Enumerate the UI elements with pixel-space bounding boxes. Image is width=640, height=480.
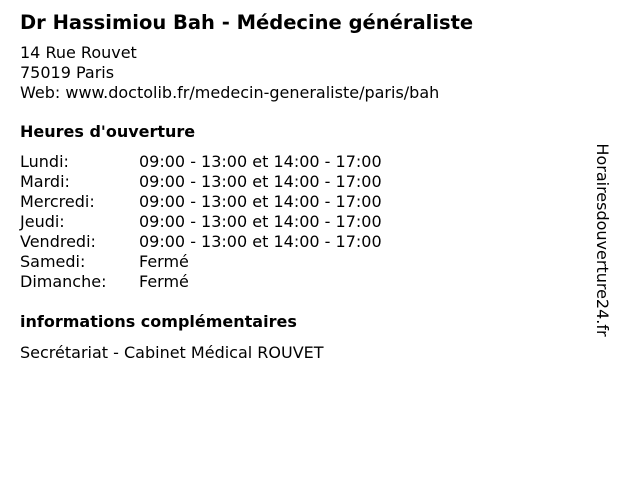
address-street: 14 Rue Rouvet [20,43,137,62]
page-title: Dr Hassimiou Bah - Médecine généraliste [20,11,474,34]
day-label: Samedi: [20,252,86,271]
business-card [20,10,600,363]
day-label: Dimanche: [20,272,107,291]
day-hours: Fermé [139,252,189,271]
hours-row-vendredi [20,232,600,252]
day-label: Mardi: [20,172,70,191]
day-label: Mercredi: [20,192,95,211]
info-heading: informations complémentaires [20,312,297,331]
address-city: 75019 Paris [20,63,115,82]
day-hours: 09:00 - 13:00 et 14:00 - 17:00 [139,172,382,191]
day-hours: 09:00 - 13:00 et 14:00 - 17:00 [139,212,382,231]
day-hours: 09:00 - 13:00 et 14:00 - 17:00 [139,232,382,251]
day-hours: 09:00 - 13:00 et 14:00 - 17:00 [139,192,382,211]
day-label: Lundi: [20,152,69,171]
hours-row-mardi [20,172,600,192]
hours-row-dimanche [20,272,600,292]
hours-table [20,152,600,292]
day-label: Jeudi: [20,212,65,231]
hours-row-mercredi [20,192,600,212]
hours-row-jeudi [20,212,600,232]
day-hours: 09:00 - 13:00 et 14:00 - 17:00 [139,152,382,171]
address-block [20,43,600,103]
hours-heading: Heures d'ouverture [20,122,196,141]
watermark-text: Horairesdouverture24.fr [593,143,612,337]
day-label: Vendredi: [20,232,96,251]
hours-row-lundi [20,152,600,172]
info-text: Secrétariat - Cabinet Médical ROUVET [20,343,324,362]
day-hours: Fermé [139,272,189,291]
website-line: Web: www.doctolib.fr/medecin-generaliste/paris/bah [20,83,440,102]
hours-row-samedi [20,252,600,272]
